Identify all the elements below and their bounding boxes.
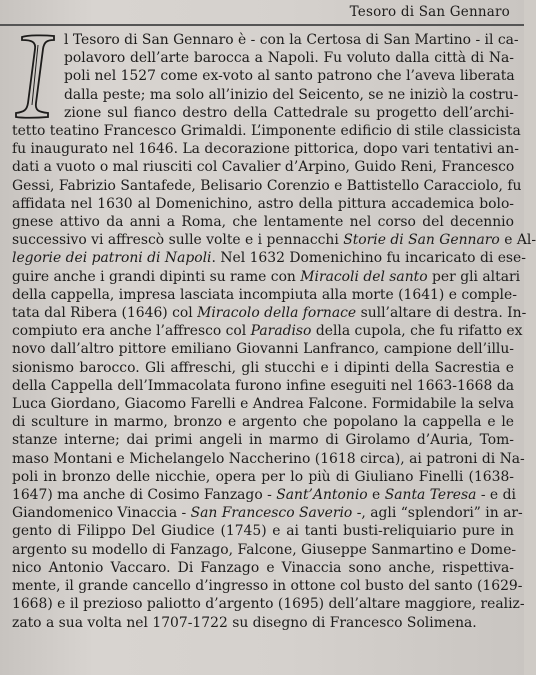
text-segment: gento di Filippo Del Giudice (1745) e ai tanti busti-reliquiario pure in bbox=[12, 523, 514, 540]
text-segment: compiuto era anche l’affresco col bbox=[12, 323, 251, 340]
text-line bbox=[12, 468, 514, 486]
italic-title: legorie dei patroni di Napoli bbox=[12, 250, 212, 267]
text-segment: gnese attivo da anni a Roma, che lentamente nel corso del decennio bbox=[12, 214, 514, 231]
text-segment: zione sul fianco destro della Cattedrale su progetto dell’archi- bbox=[64, 104, 514, 121]
text-segment: della cupola, che fu rifatto ex bbox=[311, 323, 523, 340]
text-line bbox=[12, 304, 527, 322]
running-head: Tesoro di San Gennaro bbox=[349, 4, 510, 20]
text-line bbox=[12, 504, 523, 522]
text-segment: nico Antonio Vaccaro. Di Fanzago e Vinaccia sono anche, rispettiva- bbox=[12, 559, 514, 576]
text-line bbox=[12, 377, 514, 395]
body-text bbox=[12, 31, 536, 632]
text-line bbox=[12, 450, 525, 468]
text-line bbox=[12, 359, 514, 377]
text-segment: poli in bronzo delle nicchie, opera per lo più di Giuliano Finelli (1638- bbox=[12, 468, 514, 485]
italic-title: Santa Teresa bbox=[384, 487, 477, 504]
text-line bbox=[12, 595, 525, 613]
text-line bbox=[12, 158, 514, 176]
text-segment: successivo vi affrescò sulle volte e i pennacchi bbox=[12, 232, 344, 249]
text-segment: polavoro dell’arte barocca a Napoli. Fu voluto dalla città di Na- bbox=[64, 50, 514, 67]
italic-title: San Francesco Saverio bbox=[190, 505, 353, 522]
text-line bbox=[12, 413, 514, 431]
text-segment: . Nel 1632 Domenichino fu incaricato di ese- bbox=[211, 250, 526, 267]
text-segment: e bbox=[499, 232, 517, 249]
italic-title: Sant’Antonio bbox=[276, 487, 368, 504]
text-line bbox=[12, 577, 523, 595]
text-line bbox=[12, 213, 514, 231]
text-line bbox=[12, 249, 526, 267]
text-segment: e bbox=[367, 487, 385, 504]
text-segment: tata dal Ribera (1646) col bbox=[12, 305, 198, 322]
text-segment: poli nel 1527 come ex-voto al santo patrono che l’aveva liberata bbox=[64, 68, 515, 85]
header-rule bbox=[0, 24, 524, 26]
text-segment: Gessi, Fabrizio Santafede, Belisario Corenzio e Battistello Caracciolo, fu bbox=[12, 177, 522, 194]
text-line bbox=[12, 340, 514, 358]
text-line bbox=[12, 322, 523, 340]
text-line bbox=[12, 395, 514, 413]
text-segment: per gli altari bbox=[427, 268, 521, 285]
text-segment: dati a vuoto o mal riusciti col Cavalier d’Arpino, Guido Reni, Francesco bbox=[12, 159, 515, 176]
text-line bbox=[12, 104, 514, 122]
text-segment: 1668) e il prezioso paliotto d’argento (1695) dell’altare maggiore, realiz- bbox=[12, 596, 525, 613]
text-segment: maso Montani e Michelangelo Naccherino (1618 circa), ai patroni di Na- bbox=[12, 450, 525, 467]
text-segment: novo dall’altro pittore emiliano Giovanni Lanfranco, campione dell’illu- bbox=[12, 341, 514, 358]
text-line bbox=[12, 286, 517, 304]
text-line bbox=[12, 195, 514, 213]
text-segment: della Cappella dell’Immacolata furono infine eseguiti nel 1663-1668 da bbox=[12, 377, 514, 394]
text-line bbox=[12, 559, 514, 577]
text-line bbox=[12, 31, 519, 49]
text-line bbox=[12, 122, 521, 140]
text-segment: della cappella, impresa lasciata incompiuta alla morte (1641) e comple- bbox=[12, 286, 517, 303]
italic-title: Miracolo della fornace bbox=[197, 305, 357, 322]
text-line bbox=[12, 486, 514, 504]
text-segment: Giandomenico Vinaccia - bbox=[12, 505, 191, 522]
text-segment: zato a sua volta nel 1707-1722 su disegno di Francesco Solimena. bbox=[12, 614, 477, 631]
text-segment: sull’altare di destra. In- bbox=[356, 305, 527, 322]
text-line bbox=[12, 522, 514, 540]
text-segment: 1647) ma anche di Cosimo Fanzago - bbox=[12, 487, 277, 504]
text-line bbox=[12, 268, 521, 286]
text-segment: stanze interne; dai primi angeli in marmo di Girolamo d’Auria, Tom- bbox=[12, 432, 514, 449]
text-segment: di sculture in marmo, bronzo e argento che popolano la cappella e le bbox=[12, 414, 514, 431]
text-line bbox=[12, 541, 517, 559]
text-line bbox=[12, 86, 519, 104]
text-segment: fu inaugurato nel 1646. La decorazione pittorica, dopo vari tentativi an- bbox=[12, 141, 519, 158]
text-segment: sionismo barocco. Gli affreschi, gli stucchi e i dipinti della Sacrestia e bbox=[12, 359, 514, 376]
italic-title: Paradiso bbox=[250, 323, 312, 340]
text-segment: guire anche i grandi dipinti su rame con bbox=[12, 268, 301, 285]
text-segment: argento su modello di Fanzago, Falcone, Giuseppe Sanmartino e Dome- bbox=[12, 541, 517, 558]
text-segment: dalla peste; ma solo all’inizio del Seicento, se ne iniziò la costru- bbox=[64, 86, 519, 103]
text-line bbox=[12, 140, 519, 158]
text-segment: - e di bbox=[476, 487, 516, 504]
italic-title: Miracoli del santo bbox=[300, 268, 428, 285]
text-line bbox=[12, 431, 514, 449]
text-segment: -, agli “splendori” in ar- bbox=[352, 505, 523, 522]
text-line bbox=[12, 67, 514, 85]
italic-title: Storie di San Gennaro bbox=[343, 232, 500, 249]
text-segment: Al- bbox=[516, 232, 536, 249]
text-segment: affidata nel 1630 al Domenichino, astro della pittura accademica bolo- bbox=[12, 195, 514, 212]
text-segment: l Tesoro di San Gennaro è - con la Certosa di San Martino - il ca- bbox=[64, 32, 519, 48]
text-line bbox=[12, 177, 522, 195]
text-segment: tetto teatino Francesco Grimaldi. L’imponente edificio di stile classicista bbox=[12, 123, 521, 140]
text-line bbox=[12, 231, 536, 249]
text-segment: mente, il grande cancello d’ingresso in ottone col busto del santo (1629- bbox=[12, 578, 523, 595]
text-line bbox=[12, 614, 514, 632]
text-line bbox=[12, 49, 514, 67]
text-segment: Luca Giordano, Giacomo Farelli e Andrea Falcone. Formidabile la selva bbox=[12, 396, 514, 413]
dropcap-letter bbox=[14, 33, 58, 119]
